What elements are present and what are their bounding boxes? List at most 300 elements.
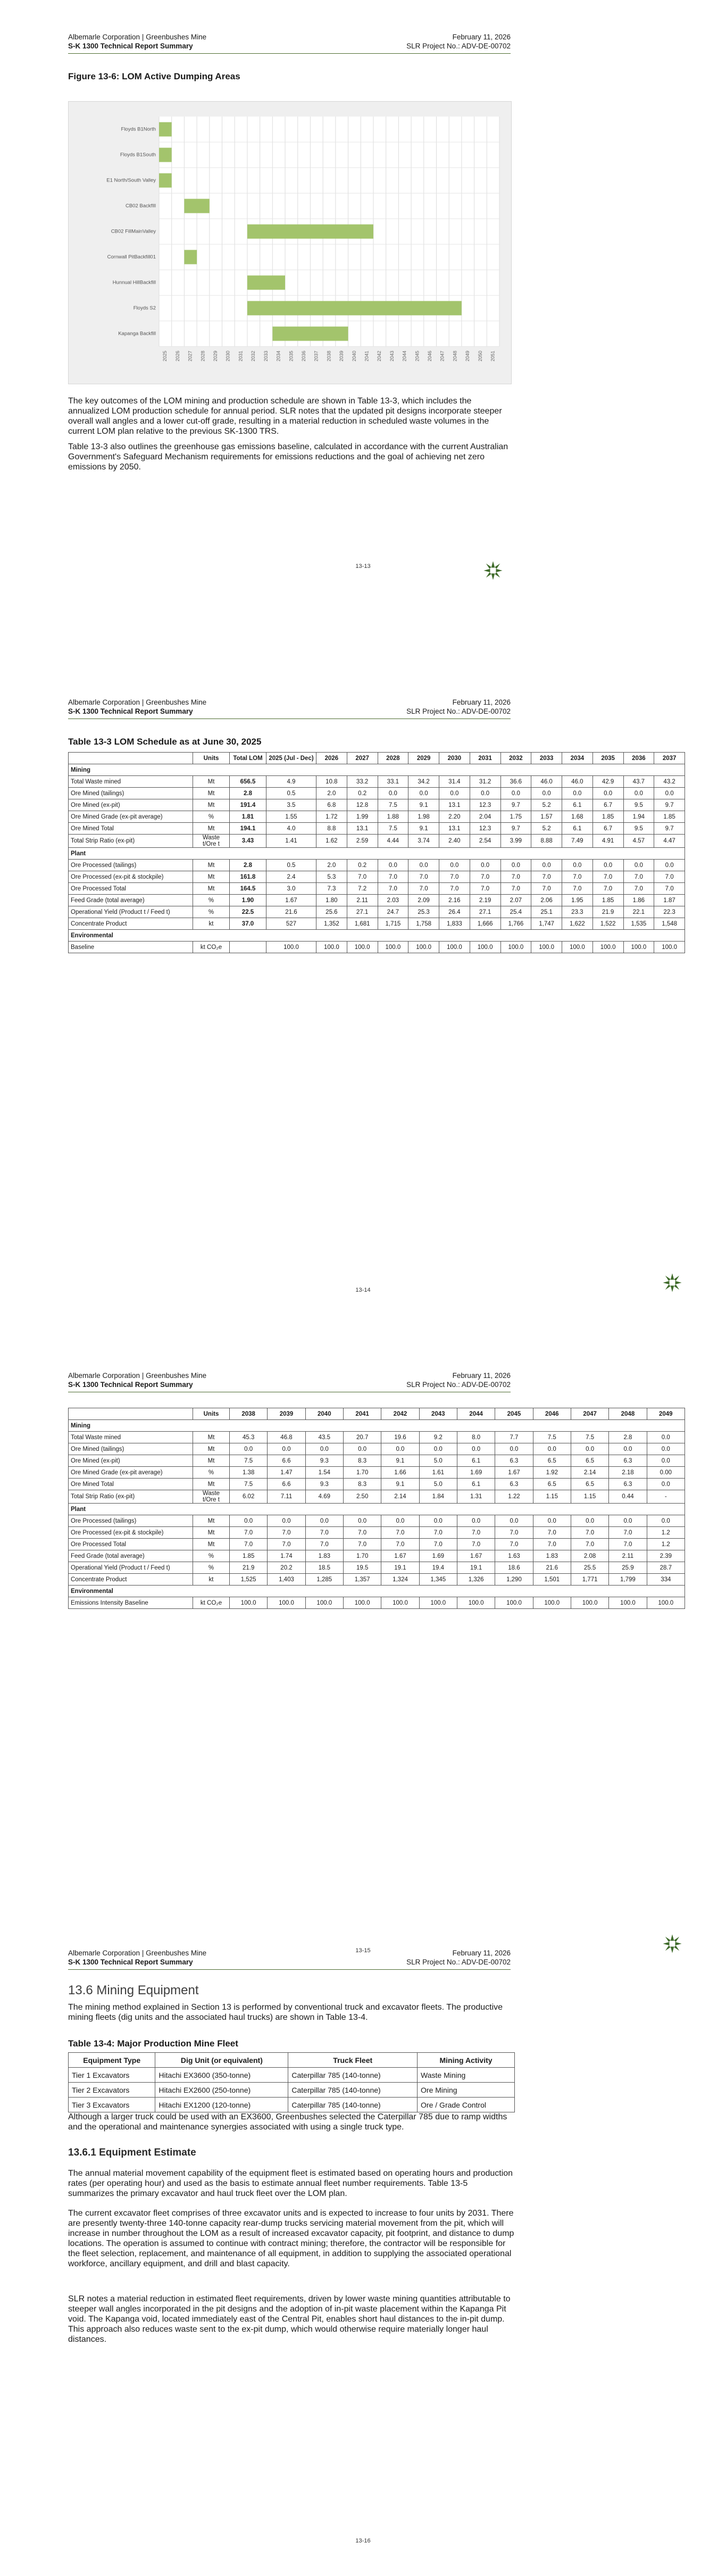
value-cell: 22.3	[654, 906, 685, 918]
value-cell: 1,799	[609, 1574, 647, 1586]
column-header: 2048	[609, 1408, 647, 1420]
x-tick-label: 2042	[377, 351, 382, 362]
table-row	[69, 1432, 685, 1443]
row-label: Hunnual HillBackfill	[112, 279, 156, 286]
value-cell: 19.5	[343, 1562, 381, 1574]
value-cell: 2.19	[470, 895, 500, 906]
value-cell: 100.0	[562, 942, 593, 953]
paragraph: The mining method explained in Section 13 is performed by conventional truck and excavator fleets. The productive mining fleets (dig units and the associated haul trucks) are shown in Table 13-4.	[68, 2003, 503, 2022]
value-cell: 1.70	[343, 1550, 381, 1562]
section-label: Mining	[69, 1420, 685, 1432]
value-cell: 7.5	[533, 1432, 571, 1443]
value-cell: 0.0	[457, 1515, 495, 1527]
value-cell: 100.0	[531, 942, 562, 953]
table-row	[69, 930, 685, 942]
value-cell: 9.3	[305, 1479, 343, 1490]
value-cell: 34.2	[408, 776, 439, 788]
header-date: February 11, 2026	[452, 698, 511, 706]
table-row	[69, 799, 685, 811]
column-header: 2034	[562, 753, 593, 764]
value-cell: 0.0	[609, 1443, 647, 1455]
value-cell: -	[647, 1490, 685, 1504]
header-date: February 11, 2026	[452, 1949, 511, 1957]
row-label: Ore Mined Total	[69, 823, 193, 835]
row-label: Ore Processed (ex-pit & stockpile)	[69, 871, 193, 883]
paragraph: SLR notes a material reduction in estimated fleet requirements, driven by lower waste mining quantities attributable to steeper wall angles incorporated in the pit designs and the adoption of in-pit waste placement within the Kapanga Pit void. The Kapanga void, located immediately east of the Central Pit, enables short haul distances to the in-pit dump. This approach also reduces waste sent to the ex-pit dump, which would otherwise require materially longer haul distances.	[68, 2294, 511, 2344]
table-cell: Caterpillar 785 (140-tonne)	[288, 2083, 418, 2098]
value-cell: 5.0	[419, 1455, 457, 1467]
value-cell: 23.3	[562, 906, 593, 918]
value-cell: 100.0	[500, 942, 531, 953]
value-cell: 7.0	[593, 883, 623, 895]
header-company: Albemarle Corporation | Greenbushes Mine	[68, 33, 207, 41]
gantt-bar	[159, 122, 172, 137]
x-tick-label: 2050	[477, 351, 483, 362]
header-company: Albemarle Corporation | Greenbushes Mine	[68, 1949, 207, 1957]
value-cell: 1.67	[457, 1550, 495, 1562]
table-row	[69, 942, 685, 953]
value-cell: 7.5	[230, 1455, 268, 1467]
value-cell: 6.1	[457, 1479, 495, 1490]
column-header: 2029	[408, 753, 439, 764]
value-cell: 9.7	[500, 799, 531, 811]
column-header: 2030	[439, 753, 470, 764]
value-cell: 6.1	[562, 823, 593, 835]
paragraph: Table 13-3 also outlines the greenhouse gas emissions baseline, calculated in accordance with the current Australian Government's Safeguard Mechanism requirements for emissions reductions and the goal of achieving net zero emissions by 2050.	[68, 442, 508, 472]
column-header: 2031	[470, 753, 500, 764]
value-cell: 2.03	[378, 895, 408, 906]
header-project: SLR Project No.: ADV-DE-00702	[406, 707, 511, 715]
value-cell: 8.0	[457, 1432, 495, 1443]
value-cell: 13.1	[439, 799, 470, 811]
value-cell: 1.54	[305, 1467, 343, 1479]
value-cell: 7.0	[531, 871, 562, 883]
section-label: Mining	[69, 764, 685, 776]
lom-schedule-table	[68, 752, 685, 953]
slr-logo-icon	[481, 559, 505, 582]
table-row	[69, 1515, 685, 1527]
value-cell: 21.9	[230, 1562, 268, 1574]
table-row	[69, 1443, 685, 1455]
value-cell: 12.3	[470, 823, 500, 835]
value-cell: 8.3	[343, 1455, 381, 1467]
header-company: Albemarle Corporation | Greenbushes Mine	[68, 1372, 207, 1380]
value-cell: 1,501	[533, 1574, 571, 1586]
table-row	[69, 918, 685, 930]
unit-cell: Mt	[193, 1432, 230, 1443]
value-cell: 6.8	[316, 799, 347, 811]
value-cell: 6.7	[593, 823, 623, 835]
table-cell: Tier 2 Excavators	[69, 2083, 155, 2098]
gantt-bar	[159, 148, 172, 162]
column-header: 2026	[316, 753, 347, 764]
value-cell: 0.0	[623, 860, 654, 871]
value-cell: 7.3	[316, 883, 347, 895]
unit-cell: %	[193, 1550, 230, 1562]
value-cell: 2.16	[439, 895, 470, 906]
value-cell: 1,290	[495, 1574, 533, 1586]
value-cell: 6.3	[609, 1479, 647, 1490]
row-label: Floyds S2	[133, 305, 156, 311]
row-label: Ore Mined (ex-pit)	[69, 1455, 193, 1467]
value-cell: 100.0	[316, 942, 347, 953]
value-cell: 1,357	[343, 1574, 381, 1586]
total-cell: 656.5	[230, 776, 266, 788]
table-row	[69, 1574, 685, 1586]
value-cell: 7.0	[268, 1539, 305, 1550]
row-label: Baseline	[69, 942, 193, 953]
value-cell: 7.0	[562, 871, 593, 883]
value-cell: 5.3	[316, 871, 347, 883]
column-header: 2044	[457, 1408, 495, 1420]
value-cell: 0.0	[230, 1515, 268, 1527]
value-cell: 5.0	[419, 1479, 457, 1490]
value-cell: 12.3	[470, 799, 500, 811]
value-cell: 0.0	[268, 1515, 305, 1527]
value-cell: 8.88	[531, 835, 562, 848]
table-cell: Waste Mining	[418, 2068, 515, 2083]
column-header: 2045	[495, 1408, 533, 1420]
value-cell: 4.91	[593, 835, 623, 848]
value-cell: 0.0	[378, 788, 408, 799]
value-cell: 18.5	[305, 1562, 343, 1574]
value-cell: 7.0	[408, 883, 439, 895]
gantt-chart-svg	[69, 102, 511, 384]
value-cell: 7.0	[495, 1527, 533, 1539]
column-header: 2039	[268, 1408, 305, 1420]
table-row	[69, 883, 685, 895]
value-cell: 1,345	[419, 1574, 457, 1586]
column-header: 2047	[571, 1408, 608, 1420]
value-cell: 1.62	[316, 835, 347, 848]
value-cell: 0.0	[647, 1479, 685, 1490]
table-row	[69, 2083, 515, 2098]
value-cell: 100.0	[571, 1597, 608, 1609]
column-header: 2037	[654, 753, 685, 764]
value-cell: 7.5	[378, 799, 408, 811]
gantt-bar	[247, 276, 285, 290]
value-cell: 0.0	[571, 1443, 608, 1455]
row-label: Ore Processed (ex-pit & stockpile)	[69, 1527, 193, 1539]
value-cell: 0.0	[571, 1515, 608, 1527]
unit-cell: Mt	[193, 823, 230, 835]
value-cell: 1,833	[439, 918, 470, 930]
value-cell: 7.0	[571, 1527, 608, 1539]
row-label: Feed Grade (total average)	[69, 895, 193, 906]
value-cell: 6.5	[571, 1479, 608, 1490]
table-cell: Caterpillar 785 (140-tonne)	[288, 2068, 418, 2083]
value-cell: 7.5	[571, 1432, 608, 1443]
x-tick-label: 2047	[439, 351, 445, 362]
value-cell: 7.0	[533, 1539, 571, 1550]
table-row	[69, 1586, 685, 1597]
value-cell: 1.85	[593, 811, 623, 823]
value-cell: 25.5	[571, 1562, 608, 1574]
column-header: 2042	[381, 1408, 419, 1420]
value-cell: 1.68	[562, 811, 593, 823]
total-cell: 37.0	[230, 918, 266, 930]
column-header: 2032	[500, 753, 531, 764]
value-cell: 0.0	[343, 1443, 381, 1455]
table-row	[69, 1597, 685, 1609]
value-cell: 18.6	[495, 1562, 533, 1574]
value-cell: 27.1	[470, 906, 500, 918]
value-cell: 33.2	[347, 776, 378, 788]
column-header: 2035	[593, 753, 623, 764]
value-cell: 0.0	[531, 860, 562, 871]
page-13-14	[0, 676, 726, 1320]
value-cell: 1,324	[381, 1574, 419, 1586]
value-cell: 7.0	[562, 883, 593, 895]
value-cell: 2.54	[470, 835, 500, 848]
value-cell: 1.85	[230, 1550, 268, 1562]
value-cell: 7.0	[609, 1527, 647, 1539]
value-cell: 0.0	[419, 1515, 457, 1527]
value-cell: 7.0	[343, 1539, 381, 1550]
total-cell: 191.4	[230, 799, 266, 811]
value-cell: 100.0	[593, 942, 623, 953]
value-cell: 7.5	[230, 1479, 268, 1490]
value-cell: 1.67	[381, 1550, 419, 1562]
value-cell: 1.47	[268, 1467, 305, 1479]
value-cell: 7.0	[623, 883, 654, 895]
value-cell: 25.3	[408, 906, 439, 918]
value-cell: 25.6	[316, 906, 347, 918]
value-cell: 43.2	[654, 776, 685, 788]
figure-title: Figure 13-6: LOM Active Dumping Areas	[68, 71, 240, 81]
row-label: Ore Mined Grade (ex-pit average)	[69, 1467, 193, 1479]
x-tick-label: 2046	[427, 351, 433, 362]
header-report: S-K 1300 Technical Report Summary	[68, 1958, 193, 1966]
value-cell: 0.5	[266, 788, 316, 799]
value-cell: 8.3	[343, 1479, 381, 1490]
value-cell: 1.69	[419, 1550, 457, 1562]
gantt-bar	[184, 250, 197, 265]
x-tick-label: 2026	[174, 351, 180, 362]
value-cell: 0.0	[381, 1515, 419, 1527]
value-cell: 1.84	[419, 1490, 457, 1504]
row-label: Concentrate Product	[69, 1574, 193, 1586]
table-cell: Tier 3 Excavators	[69, 2098, 155, 2112]
value-cell: 21.6	[533, 1562, 571, 1574]
column-header: 2025 (Jul - Dec)	[266, 753, 316, 764]
value-cell: 7.0	[495, 1539, 533, 1550]
row-label: CB02 BackfIll	[125, 203, 156, 209]
value-cell: 3.99	[500, 835, 531, 848]
table-row	[69, 1504, 685, 1515]
value-cell: 19.6	[381, 1432, 419, 1443]
value-cell: 2.4	[266, 871, 316, 883]
value-cell: 0.0	[533, 1443, 571, 1455]
column-header: 2043	[419, 1408, 457, 1420]
gantt-bar	[247, 225, 373, 239]
row-label: Ore Mined (tailings)	[69, 788, 193, 799]
value-cell: 0.0	[531, 788, 562, 799]
value-cell: 1.31	[457, 1490, 495, 1504]
value-cell: 0.2	[347, 788, 378, 799]
value-cell: 1,747	[531, 918, 562, 930]
gantt-bar	[272, 327, 348, 341]
value-cell: 7.2	[347, 883, 378, 895]
value-cell: 1.95	[562, 895, 593, 906]
value-cell: 0.0	[408, 860, 439, 871]
value-cell: 1.2	[647, 1527, 685, 1539]
header-report: S-K 1300 Technical Report Summary	[68, 1381, 193, 1389]
column-header: 2049	[647, 1408, 685, 1420]
x-tick-label: 2035	[288, 351, 294, 362]
value-cell: 1.72	[316, 811, 347, 823]
column-header: Units	[193, 753, 230, 764]
header-date: February 11, 2026	[452, 1372, 511, 1380]
value-cell: 22.1	[623, 906, 654, 918]
value-cell: 1,771	[571, 1574, 608, 1586]
value-cell: 7.49	[562, 835, 593, 848]
unit-cell: Mt	[193, 1443, 230, 1455]
table-row	[69, 1562, 685, 1574]
table-cell: Ore Mining	[418, 2083, 515, 2098]
value-cell: 1.80	[316, 895, 347, 906]
value-cell: 2.0	[316, 860, 347, 871]
x-tick-label: 2028	[200, 351, 206, 362]
value-cell: 1.57	[531, 811, 562, 823]
x-tick-label: 2048	[452, 351, 458, 362]
total-cell: 1.90	[230, 895, 266, 906]
column-header: Equipment Type	[69, 2053, 155, 2068]
header-report: S-K 1300 Technical Report Summary	[68, 707, 193, 715]
value-cell: 13.1	[347, 823, 378, 835]
value-cell: 9.7	[654, 823, 685, 835]
value-cell: 7.0	[439, 883, 470, 895]
row-label: Kapanga Backfill	[118, 331, 156, 337]
value-cell: 1.2	[647, 1539, 685, 1550]
value-cell: 7.0	[500, 871, 531, 883]
column-header	[69, 1408, 193, 1420]
value-cell: 45.3	[230, 1432, 268, 1443]
row-label: Floyds B1North	[121, 126, 156, 133]
value-cell: 334	[647, 1574, 685, 1586]
unit-cell: Mt	[193, 1455, 230, 1467]
total-cell: 164.5	[230, 883, 266, 895]
table-row	[69, 764, 685, 776]
value-cell: 100.0	[408, 942, 439, 953]
column-header: 2036	[623, 753, 654, 764]
value-cell: 0.0	[562, 788, 593, 799]
subsection-heading: 13.6.1 Equipment Estimate	[68, 2147, 196, 2158]
value-cell: 100.0	[378, 942, 408, 953]
value-cell: 2.08	[571, 1550, 608, 1562]
value-cell: 2.06	[531, 895, 562, 906]
value-cell: 6.1	[457, 1455, 495, 1467]
column-header: 2038	[230, 1408, 268, 1420]
value-cell: 1.87	[654, 895, 685, 906]
x-tick-label: 2045	[414, 351, 420, 362]
value-cell: 7.0	[408, 871, 439, 883]
value-cell: 7.0	[654, 871, 685, 883]
value-cell: 0.5	[266, 860, 316, 871]
value-cell: 1.67	[266, 895, 316, 906]
lom-schedule-table-continued	[68, 1408, 685, 1609]
x-tick-label: 2043	[389, 351, 395, 362]
value-cell: 12.8	[347, 799, 378, 811]
value-cell: 0.0	[439, 860, 470, 871]
value-cell: 6.1	[562, 799, 593, 811]
value-cell: 0.0	[495, 1515, 533, 1527]
value-cell: 13.1	[439, 823, 470, 835]
unit-cell: kt	[193, 918, 230, 930]
value-cell: 3.5	[266, 799, 316, 811]
value-cell: 25.9	[609, 1562, 647, 1574]
value-cell: 6.5	[533, 1479, 571, 1490]
section-label: Plant	[69, 848, 685, 860]
value-cell: 1,522	[593, 918, 623, 930]
value-cell: 0.0	[647, 1515, 685, 1527]
row-label: Ore Processed Total	[69, 883, 193, 895]
value-cell: 25.1	[531, 906, 562, 918]
unit-cell: Mt	[193, 776, 230, 788]
total-cell	[230, 942, 266, 953]
total-cell: 194.1	[230, 823, 266, 835]
value-cell: 2.40	[439, 835, 470, 848]
x-tick-label: 2032	[251, 351, 256, 362]
header-report: S-K 1300 Technical Report Summary	[68, 42, 193, 50]
value-cell: 4.0	[266, 823, 316, 835]
value-cell: 7.0	[419, 1527, 457, 1539]
value-cell: 7.0	[500, 883, 531, 895]
paragraph: The key outcomes of the LOM mining and production schedule are shown in Table 13-3, which includes the annualized LOM production schedule for annual period. SLR notes that the updated pit designs incorporate steeper overall wall angles and a lower cut-off grade, resulting in a material reduction in scheduled waste volumes in the current LOM plan relative to the previous SK-1300 TRS.	[68, 397, 502, 436]
value-cell: 4.47	[654, 835, 685, 848]
value-cell: 1.15	[533, 1490, 571, 1504]
value-cell: 0.0	[533, 1515, 571, 1527]
column-header: Units	[193, 1408, 230, 1420]
x-tick-label: 2039	[339, 351, 345, 362]
value-cell: 20.2	[268, 1562, 305, 1574]
unit-cell: Mt	[193, 871, 230, 883]
value-cell: 1.55	[266, 811, 316, 823]
value-cell: 9.2	[419, 1432, 457, 1443]
page-number: 13-13	[355, 563, 371, 569]
table-row	[69, 1539, 685, 1550]
value-cell: 2.11	[609, 1550, 647, 1562]
value-cell: 100.0	[268, 1597, 305, 1609]
value-cell: 20.7	[343, 1432, 381, 1443]
value-cell: 6.3	[609, 1455, 647, 1467]
column-header: Dig Unit (or equivalent)	[155, 2053, 288, 2068]
value-cell: 2.14	[571, 1467, 608, 1479]
value-cell: 1,715	[378, 918, 408, 930]
value-cell: 9.7	[500, 823, 531, 835]
value-cell: 1.98	[408, 811, 439, 823]
value-cell: 7.0	[654, 883, 685, 895]
unit-cell: Mt	[193, 799, 230, 811]
total-cell: 2.8	[230, 788, 266, 799]
x-tick-label: 2025	[162, 351, 168, 362]
section-label: Environmental	[69, 930, 685, 942]
page-13-16	[0, 1932, 726, 2576]
value-cell: 7.0	[378, 883, 408, 895]
value-cell: 1.66	[381, 1467, 419, 1479]
column-header: 2046	[533, 1408, 571, 1420]
lom-dumping-chart	[68, 101, 512, 384]
value-cell: 100.0	[347, 942, 378, 953]
value-cell: 4.57	[623, 835, 654, 848]
table-row	[69, 1479, 685, 1490]
value-cell: 6.6	[268, 1455, 305, 1467]
value-cell: 0.2	[347, 860, 378, 871]
value-cell: 5.2	[531, 799, 562, 811]
value-cell: 2.50	[343, 1490, 381, 1504]
total-cell: 2.8	[230, 860, 266, 871]
value-cell: 1.83	[305, 1550, 343, 1562]
